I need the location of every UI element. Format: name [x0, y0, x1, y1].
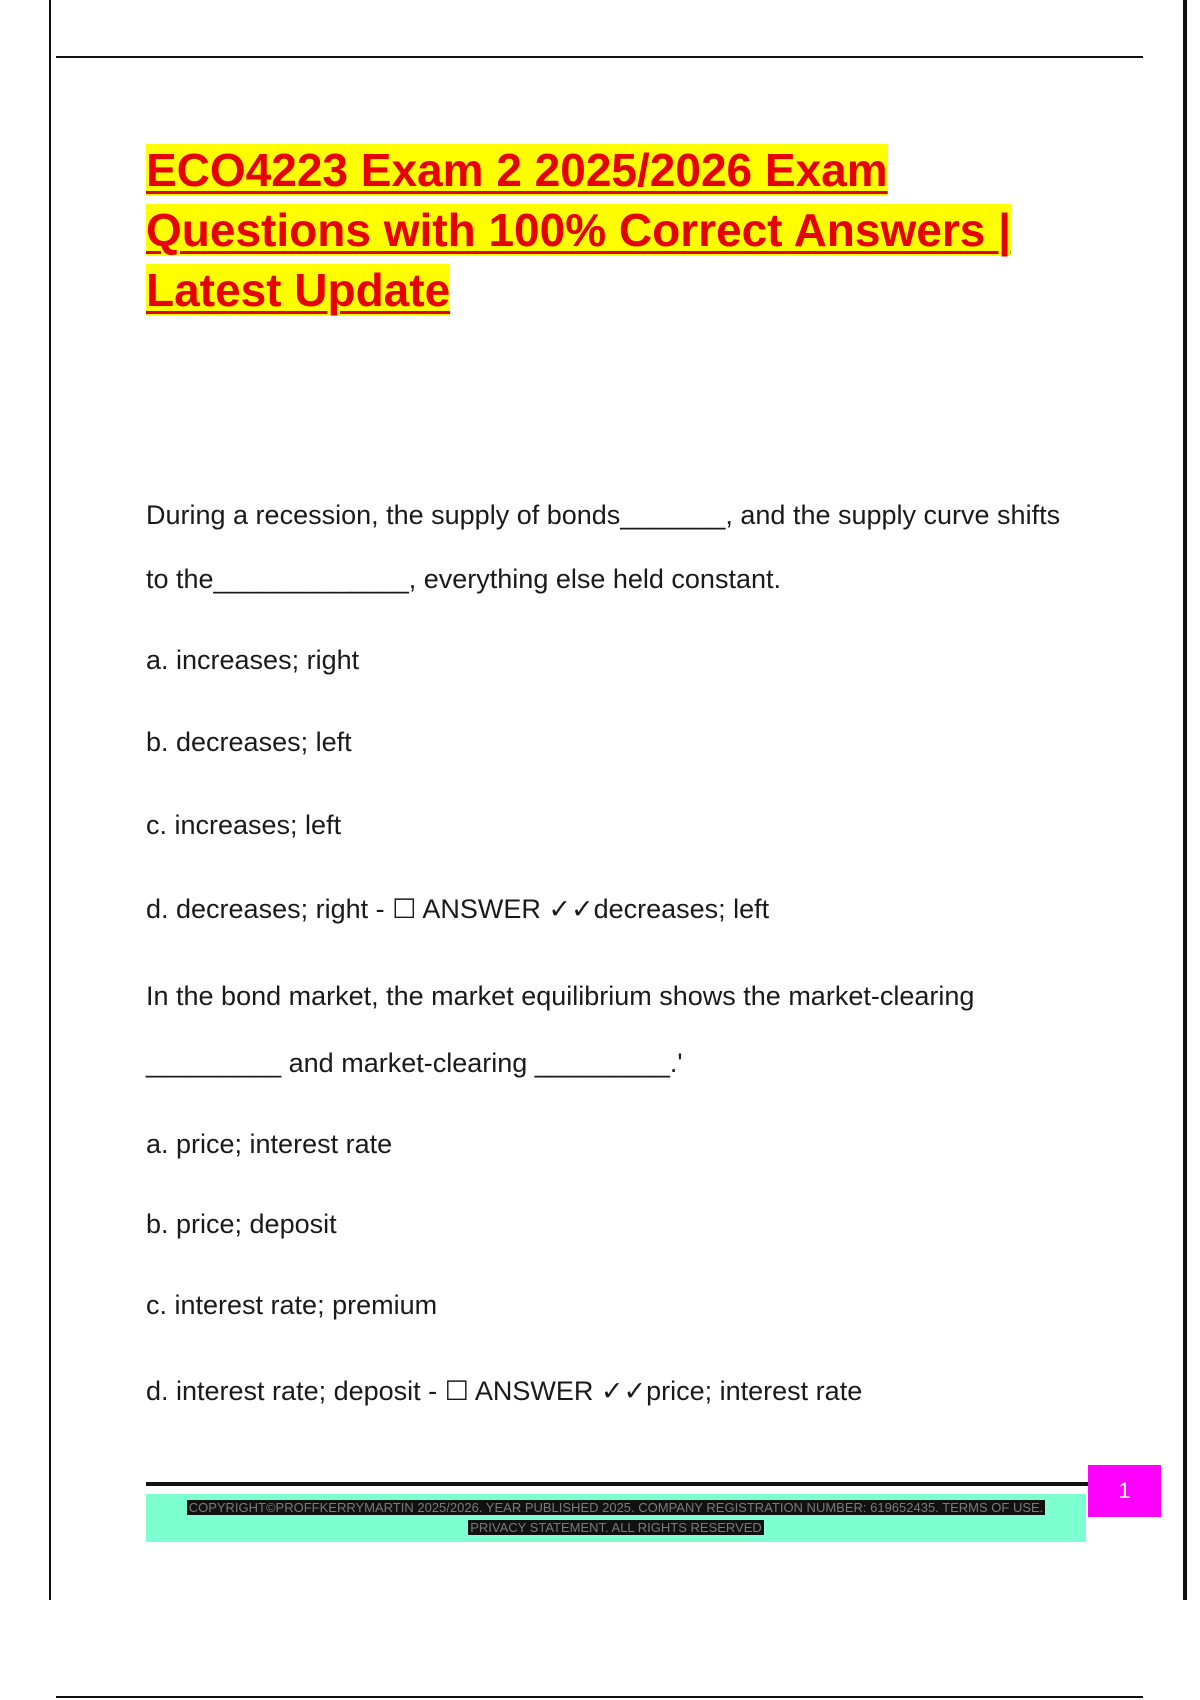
copyright-line-1: COPYRIGHT©PROFFKERRYMARTIN 2025/2026. YEAR PUBLISHED 2025. COMPANY REGISTRATION NUMBER: 619652435. TERMS OF USE. [188, 1500, 1044, 1515]
document-title [146, 140, 1106, 320]
question-1-option-a: a. increases; right [146, 645, 360, 675]
title-line-2: Questions with 100% Correct Answers | [146, 204, 1011, 256]
page-border-left [49, 0, 51, 1600]
page-border-right [1183, 0, 1187, 1600]
question-1-stem-line-1: During a recession, the supply of bonds_______, and the supply curve shifts [146, 500, 1061, 530]
title-line-1: ECO4223 Exam 2 2025/2026 Exam [146, 144, 888, 196]
bottom-rule [56, 1696, 1143, 1698]
question-1-stem-line-2: to the_____________, everything else held constant. [146, 564, 781, 594]
question-2-option-d-answer: d. interest rate; deposit - ☐ ANSWER ✓✓price; interest rate [146, 1376, 863, 1406]
question-2-stem-line-1: In the bond market, the market equilibrium shows the market-clearing [146, 981, 975, 1011]
question-2-option-a: a. price; interest rate [146, 1129, 393, 1159]
copyright-footer [146, 1494, 1086, 1542]
page-number: 1 [1088, 1465, 1161, 1517]
question-1-option-d-answer: d. decreases; right - ☐ ANSWER ✓✓decreases; left [146, 894, 770, 924]
question-1-option-b: b. decreases; left [146, 727, 352, 757]
question-2-stem-line-2: _________ and market-clearing _________.' [146, 1048, 683, 1078]
question-2-option-b: b. price; deposit [146, 1209, 337, 1239]
question-2-option-c: c. interest rate; premium [146, 1290, 438, 1320]
copyright-line-2: PRIVACY STATEMENT. ALL RIGHTS RESERVED [470, 1520, 762, 1535]
question-1-option-c: c. increases; left [146, 810, 342, 840]
title-line-3: Latest Update [146, 264, 451, 316]
footer-rule [146, 1482, 1088, 1486]
top-rule [56, 56, 1143, 58]
